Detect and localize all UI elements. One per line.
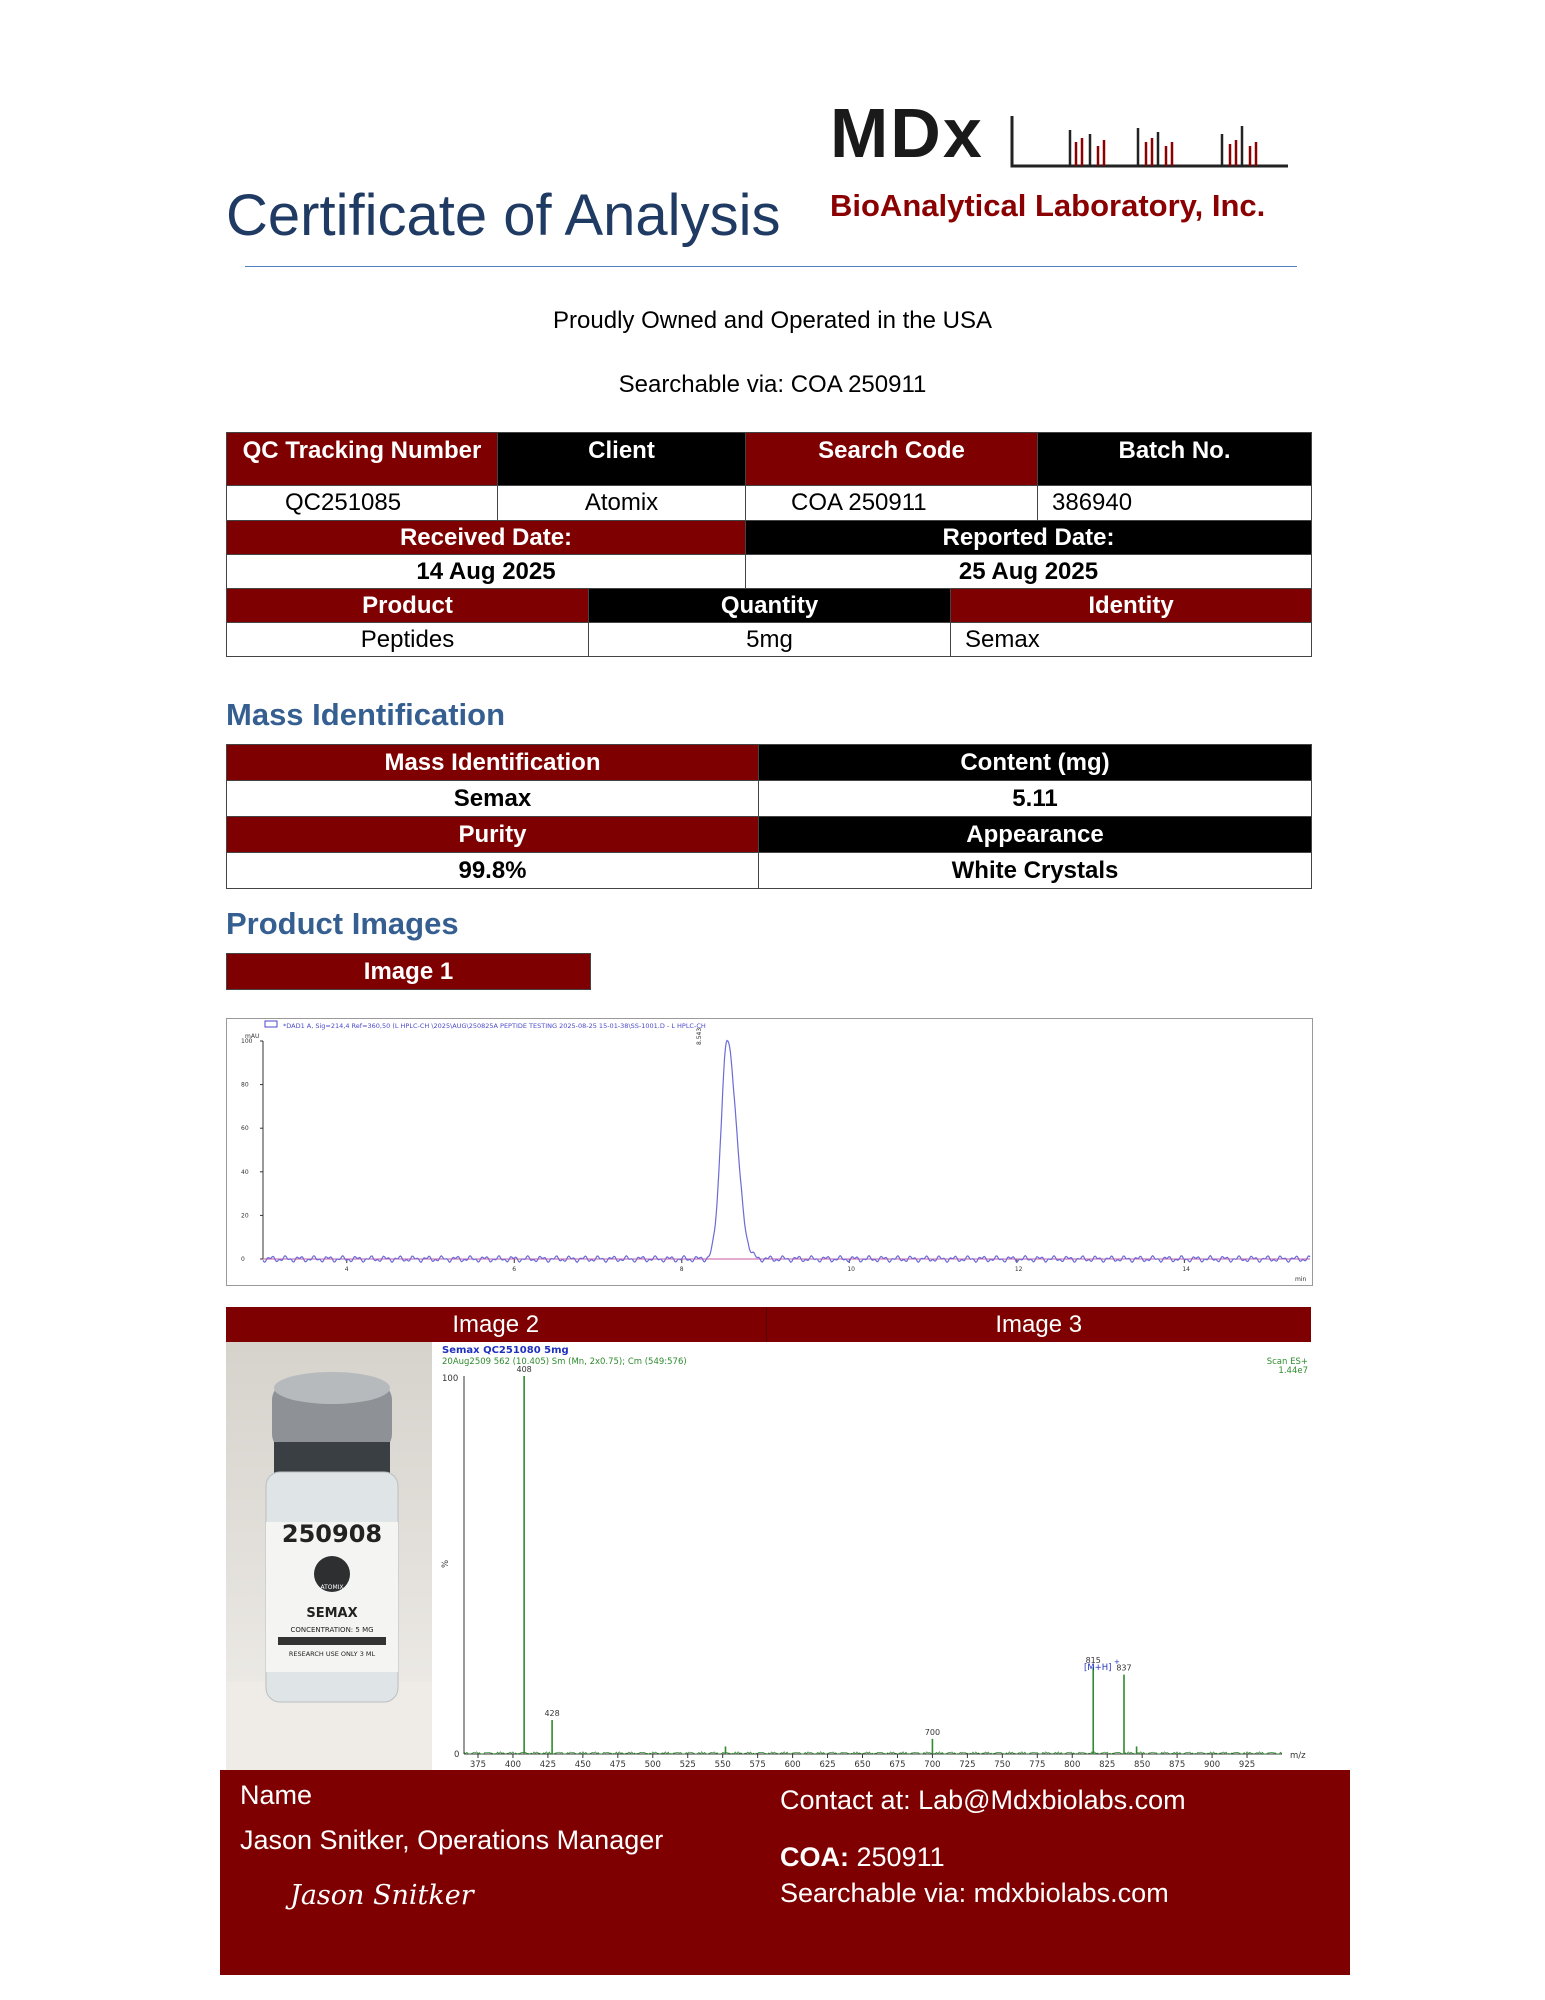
ms-x-tick-label: 925 bbox=[1238, 1760, 1256, 1770]
searchable-code: Searchable via: COA 250911 bbox=[618, 371, 927, 398]
ms-x-tick-label: 425 bbox=[539, 1760, 557, 1770]
header-client: Client bbox=[498, 433, 746, 486]
footer-contact: Contact at: Lab@Mdxbiolabs.com bbox=[780, 1785, 1186, 1815]
header-reported-date: Reported Date: bbox=[746, 521, 1312, 555]
header-appearance: Appearance bbox=[759, 817, 1312, 853]
footer-coa-value: 250911 bbox=[856, 1842, 945, 1872]
ms-x-tick-label: 700 bbox=[924, 1760, 941, 1770]
ms-peak-label: 837 bbox=[1116, 1663, 1132, 1673]
hplc-x-tick-label: 6 bbox=[512, 1266, 517, 1273]
hplc-chromatogram bbox=[226, 1018, 1313, 1286]
value-quantity: 5mg bbox=[589, 623, 951, 657]
mass-table bbox=[226, 744, 1312, 889]
value-product: Peptides bbox=[227, 623, 589, 657]
ms-x-tick-label: 750 bbox=[994, 1760, 1011, 1770]
header-divider bbox=[245, 266, 1297, 267]
signature-footer bbox=[220, 1770, 1350, 1975]
header-received-date: Received Date: bbox=[227, 521, 746, 555]
value-qc-tracking: QC251085 bbox=[227, 486, 498, 521]
ms-intensity: 1.44e7 bbox=[1278, 1366, 1308, 1376]
footer-signature: Jason Snitker bbox=[290, 1880, 474, 1911]
header-product: Product bbox=[227, 589, 589, 623]
ms-x-tick-label: 875 bbox=[1169, 1760, 1186, 1770]
header-search-code: Search Code bbox=[746, 433, 1038, 486]
hplc-x-tick-label: 14 bbox=[1182, 1266, 1191, 1273]
footer-coa-label: COA: bbox=[780, 1842, 849, 1872]
hplc-plot bbox=[227, 1019, 1312, 1285]
ms-x-tick-label: 800 bbox=[1064, 1760, 1081, 1770]
vial-brand: ATOMIX bbox=[320, 1584, 344, 1591]
ms-peak-label: 408 bbox=[516, 1365, 532, 1374]
vial-ruo: RESEARCH USE ONLY 3 ML bbox=[288, 1650, 376, 1658]
summary-table-top bbox=[226, 432, 1312, 521]
ms-plot bbox=[432, 1342, 1311, 1770]
header-content: Content (mg) bbox=[759, 745, 1312, 781]
hplc-y-tick-label: 0 bbox=[241, 1256, 245, 1263]
ms-x-tick-label: 900 bbox=[1203, 1760, 1221, 1770]
ms-x-tick-label: 650 bbox=[854, 1760, 871, 1770]
footer-name-label: Name bbox=[240, 1780, 313, 1810]
ms-x-tick-label: 500 bbox=[644, 1760, 661, 1770]
vial-label-band bbox=[278, 1637, 386, 1645]
ms-x-tick-label: 600 bbox=[784, 1760, 801, 1770]
hplc-x-tick-label: 8 bbox=[679, 1266, 684, 1273]
images-section-title: Product Images bbox=[226, 906, 459, 941]
value-search-code: COA 250911 bbox=[746, 486, 1038, 521]
header-purity: Purity bbox=[227, 817, 759, 853]
ms-x-tick-label: 450 bbox=[574, 1760, 591, 1770]
ms-x-tick-label: 675 bbox=[889, 1760, 906, 1770]
logo-brand: MDx bbox=[830, 94, 984, 172]
vial-product: SEMAX bbox=[306, 1606, 358, 1621]
hplc-y-tick-label: 100 bbox=[241, 1038, 253, 1045]
value-received-date: 14 Aug 2025 bbox=[227, 555, 746, 589]
ms-x-tick-label: 850 bbox=[1134, 1760, 1151, 1770]
tagline: Proudly Owned and Operated in the USA bbox=[553, 307, 992, 334]
ms-x-tick-label: 775 bbox=[1029, 1760, 1046, 1770]
value-appearance: White Crystals bbox=[759, 853, 1312, 889]
mass-section-title: Mass Identification bbox=[226, 697, 506, 732]
header-batch-no: Batch No. bbox=[1038, 433, 1312, 486]
ms-x-tick-label: 475 bbox=[609, 1760, 626, 1770]
page-title: Certificate of Analysis bbox=[226, 183, 781, 248]
hplc-x-unit: min bbox=[1295, 1276, 1307, 1283]
value-batch-no: 386940 bbox=[1038, 486, 1312, 521]
hplc-peak-label: 8.543 bbox=[696, 1027, 703, 1045]
ms-y-zero: 0 bbox=[454, 1750, 460, 1760]
header-mass-identification: Mass Identification bbox=[227, 745, 759, 781]
ms-x-tick-label: 725 bbox=[959, 1760, 976, 1770]
ms-peak-label: 815 bbox=[1085, 1656, 1101, 1666]
ms-x-tick-label: 625 bbox=[819, 1760, 836, 1770]
ms-mh-label: [M+H] bbox=[1084, 1663, 1112, 1673]
ms-y-label: % bbox=[441, 1559, 451, 1568]
vial-illustration bbox=[226, 1342, 432, 1770]
ms-x-tick-label: 400 bbox=[504, 1760, 522, 1770]
image3-label: Image 3 bbox=[995, 1311, 1083, 1338]
image1-label: Image 1 bbox=[226, 953, 591, 990]
ms-x-tick-label: 575 bbox=[749, 1760, 766, 1770]
header-qc-tracking: QC Tracking Number bbox=[227, 433, 498, 486]
mass-spectrum bbox=[432, 1342, 1311, 1770]
ms-peak-label: 428 bbox=[544, 1708, 560, 1718]
footer-searchable: Searchable via: mdxbiolabs.com bbox=[780, 1878, 1169, 1908]
header-quantity: Quantity bbox=[589, 589, 951, 623]
ms-subtitle: 20Aug2509 562 (10.405) Sm (Mn, 2x0.75); Cm (549:576) bbox=[442, 1357, 687, 1367]
footer-coa bbox=[780, 1842, 945, 1873]
hplc-x-tick-label: 12 bbox=[1014, 1266, 1023, 1273]
hplc-trace bbox=[263, 1041, 1310, 1263]
ms-peak-label: 700 bbox=[924, 1727, 941, 1737]
ms-noise-trace bbox=[464, 1752, 1282, 1754]
hplc-x-tick-label: 10 bbox=[847, 1266, 855, 1273]
value-client: Atomix bbox=[498, 486, 746, 521]
value-purity: 99.8% bbox=[227, 853, 759, 889]
ms-scan-mode: Scan ES+ bbox=[1266, 1357, 1308, 1367]
vial-lot: 250908 bbox=[281, 1520, 383, 1548]
ms-x-tick-label: 375 bbox=[469, 1760, 487, 1770]
summary-table-product bbox=[226, 588, 1312, 657]
image2-label: Image 2 bbox=[226, 1307, 767, 1342]
hplc-legend-swatch bbox=[265, 1021, 277, 1027]
ms-mh-plus: + bbox=[1114, 1658, 1120, 1666]
value-identity: Semax bbox=[951, 623, 1312, 657]
hplc-y-tick-label: 60 bbox=[241, 1125, 249, 1133]
ms-x-tick-label: 525 bbox=[679, 1760, 696, 1770]
value-reported-date: 25 Aug 2025 bbox=[746, 555, 1312, 589]
value-mass-identification: Semax bbox=[227, 781, 759, 817]
vial-photo bbox=[226, 1342, 432, 1770]
hplc-y-unit: mAU bbox=[245, 1033, 260, 1040]
footer-signer: Jason Snitker, Operations Manager bbox=[240, 1825, 664, 1855]
logo-peaks-icon bbox=[1010, 112, 1290, 172]
vial-concentration: CONCENTRATION: 5 MG bbox=[290, 1626, 374, 1634]
summary-table-dates bbox=[226, 520, 1312, 589]
hplc-y-tick-label: 80 bbox=[241, 1081, 249, 1089]
ms-title: Semax QC251080 5mg bbox=[442, 1345, 569, 1356]
ms-x-unit: m/z bbox=[1290, 1751, 1306, 1761]
hplc-legend: *DAD1 A, Sig=214,4 Ref=360,50 (L HPLC-CH \2025\AUG\250825A PEPTIDE TESTING 2025-08-25 15-01-38\SS-1001.D - L HPLC-CH bbox=[283, 1022, 706, 1030]
hplc-x-tick-label: 4 bbox=[344, 1266, 349, 1273]
ms-y-top: 100 bbox=[442, 1374, 459, 1384]
ms-x-tick-label: 550 bbox=[714, 1760, 731, 1770]
image-labels-bar bbox=[226, 1307, 1311, 1342]
header-identity: Identity bbox=[951, 589, 1312, 623]
logo-name: BioAnalytical Laboratory, Inc. bbox=[830, 188, 1266, 223]
hplc-y-tick-label: 20 bbox=[241, 1212, 249, 1220]
value-content: 5.11 bbox=[759, 781, 1312, 817]
hplc-y-tick-label: 40 bbox=[241, 1168, 249, 1176]
ms-x-tick-label: 825 bbox=[1099, 1760, 1116, 1770]
